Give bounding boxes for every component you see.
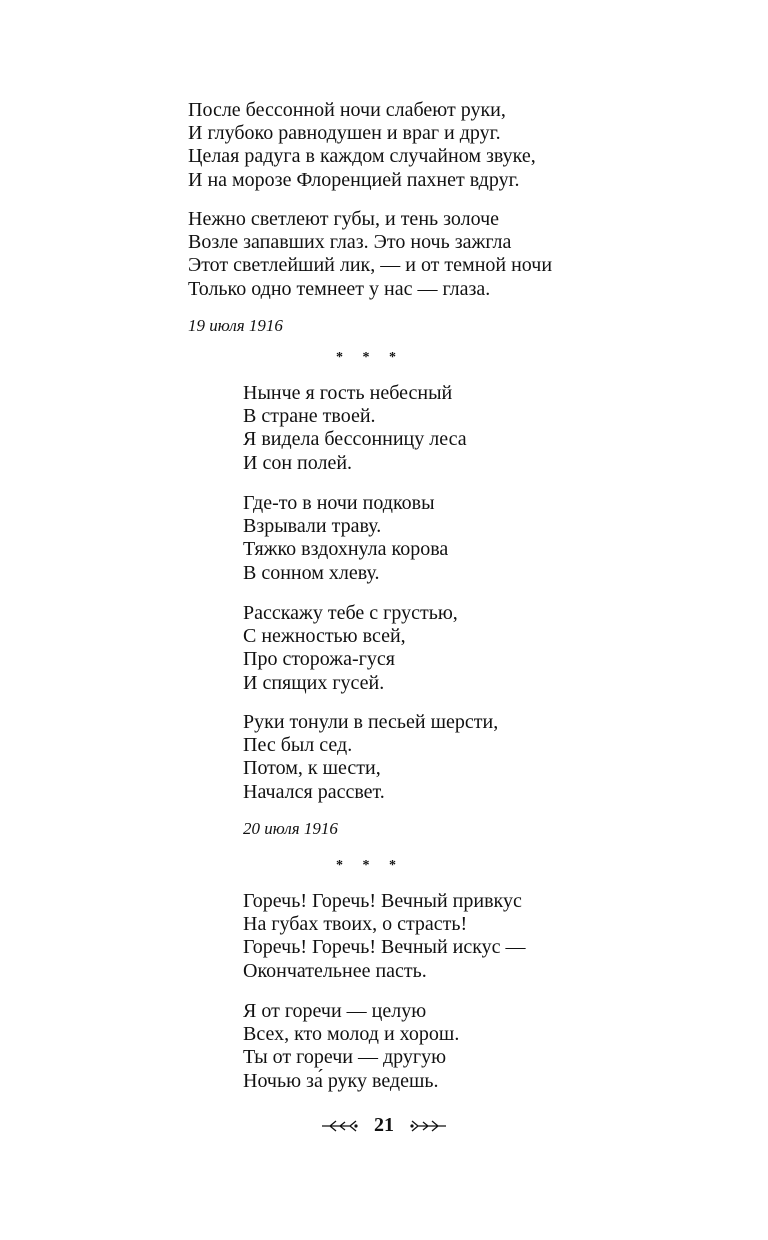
- verse-line: Окончательнее пасть.: [243, 959, 427, 982]
- verse-line: На губах твоих, о страсть!: [243, 913, 468, 936]
- verse-line: Этот светлейший лик, — и от темной ночи: [188, 254, 553, 277]
- verse-line: И глубоко равнодушен и враг и друг.: [188, 122, 501, 145]
- ornament-right-icon: [408, 1118, 448, 1134]
- section-separator: * * *: [336, 350, 404, 365]
- poem1-stanza2: [188, 208, 552, 301]
- verse-line: После бессонной ночи слабеют руки,: [188, 99, 506, 121]
- verse-line: Ночью за́ руку ведешь.: [243, 1069, 439, 1092]
- verse-line: С нежностью всей,: [243, 625, 406, 648]
- verse-line: Пес был сед.: [243, 734, 353, 757]
- verse-line: Целая радуга в каждом случайном звуке,: [188, 145, 536, 168]
- page-footer: [0, 1114, 768, 1137]
- verse-line: Начался рассвет.: [243, 780, 385, 803]
- verse-line: Взрывали траву.: [243, 515, 382, 538]
- verse-line: Руки тонули в песьей шерсти,: [243, 711, 499, 733]
- verse-line: Про сторожа-гуся: [243, 648, 395, 671]
- poem2-date: 20 июля 1916: [243, 819, 338, 838]
- poem3-stanza1: [243, 890, 526, 983]
- verse-line: Тяжко вздохнула корова: [243, 538, 449, 561]
- verse-line: Ты от горечи — другую: [243, 1046, 447, 1069]
- poem2-stanza4: [243, 711, 498, 804]
- verse-line: В стране твоей.: [243, 405, 376, 428]
- poem1-date: 19 июля 1916: [188, 316, 283, 335]
- verse-line: Только одно темнеет у нас — глаза.: [188, 277, 491, 300]
- verse-line: Горечь! Горечь! Вечный привкус: [243, 890, 522, 912]
- verse-line: Нежно светлеют губы, и тень золоче: [188, 208, 500, 230]
- verse-line: И сон полей.: [243, 451, 353, 474]
- verse-line: И на морозе Флоренцией пахнет вдруг.: [188, 168, 520, 191]
- poem2-stanza3: [243, 602, 458, 695]
- ornament-left-icon: [320, 1118, 360, 1134]
- poem2-stanza2: [243, 492, 448, 585]
- verse-line: В сонном хлеву.: [243, 561, 380, 584]
- verse-line: Потом, к шести,: [243, 757, 381, 780]
- verse-line: Возле запавших глаз. Это ночь зажгла: [188, 231, 512, 254]
- verse-line: Я от горечи — целую: [243, 1000, 427, 1022]
- verse-line: Где-то в ночи подковы: [243, 492, 435, 514]
- verse-line: Горечь! Горечь! Вечный искус —: [243, 936, 526, 959]
- section-separator: * * *: [336, 858, 404, 873]
- poem2-stanza1: [243, 382, 467, 475]
- page-number: 21: [374, 1114, 394, 1136]
- verse-line: Нынче я гость небесный: [243, 382, 453, 404]
- verse-line: Расскажу тебе с грустью,: [243, 602, 458, 624]
- poem1-stanza1: [188, 99, 536, 192]
- poem3-stanza2: [243, 1000, 459, 1093]
- verse-line: Всех, кто молод и хорош.: [243, 1023, 460, 1046]
- verse-line: И спящих гусей.: [243, 671, 385, 694]
- verse-line: Я видела бессонницу леса: [243, 428, 467, 451]
